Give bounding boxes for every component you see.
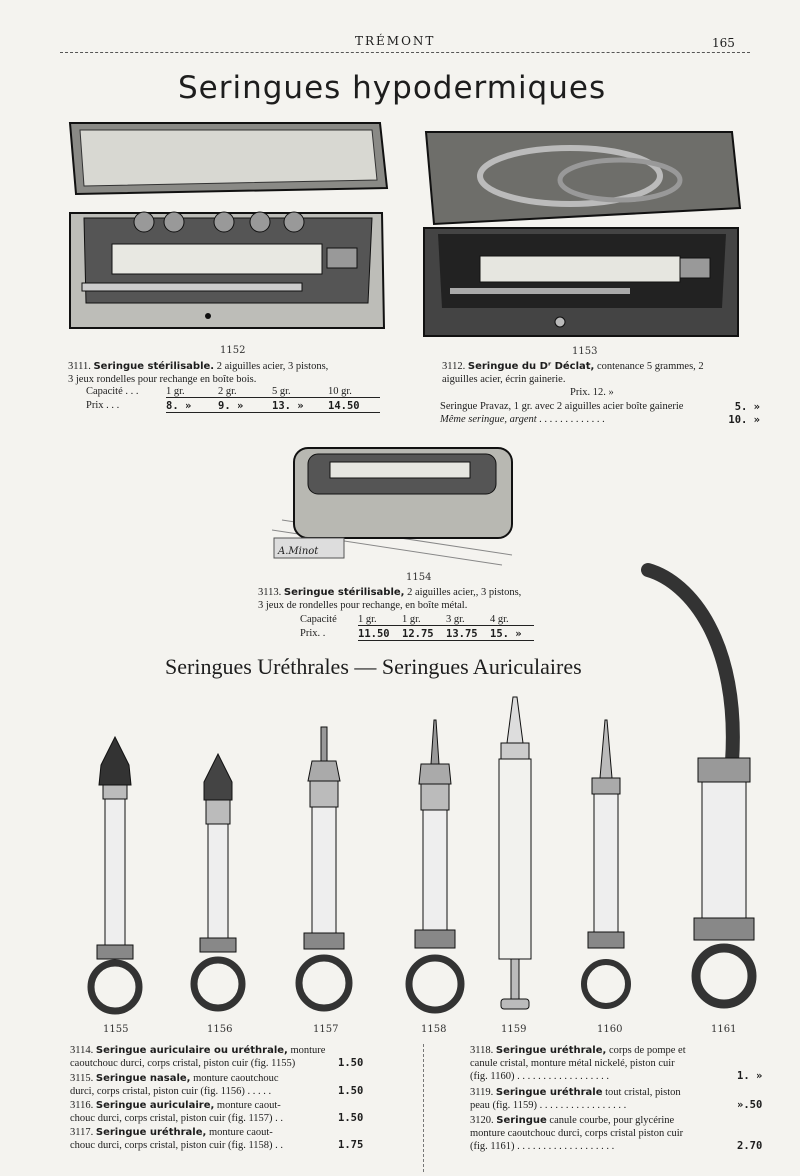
price-3114: 1.50	[338, 1057, 364, 1069]
left-item-3115: 3115. Seringue nasale, monture caoutchouc durci, corps cristal, piston cuir (fig. 1156) . . . . .	[70, 1073, 279, 1097]
syringe-case-wood-illustration	[62, 118, 392, 338]
price-3117: 1.75	[338, 1139, 364, 1151]
figure-number-1152: 1152	[220, 345, 246, 356]
left-item-3116: 3116. Seringue auriculaire, monture caout- chouc durci, corps cristal, piston cuir (fig. 1157) . .	[70, 1100, 284, 1124]
figure-number-1157: 1157	[313, 1024, 339, 1035]
item-3111-price-row: Prix . . . 8. » 9. » 13. » 14.50	[86, 400, 380, 413]
syringe-1155-illustration	[85, 735, 145, 1015]
left-item-3117: 3117. Seringue uréthrale, monture caout- chouc durci, corps cristal, piston cuir (fig. 1158) . .	[70, 1127, 284, 1151]
syringe-1156-illustration	[188, 752, 248, 1017]
figure-number-1154: 1154	[406, 572, 432, 583]
syringe-1160-illustration	[578, 718, 634, 1014]
syringe-1161-illustration	[640, 562, 770, 1017]
syringe-1159-illustration	[493, 695, 537, 1015]
item-3112-silver-line: Même seringue, argent . . . . . . . . . . . . . 10. »	[440, 414, 760, 426]
page-number: 165	[712, 36, 735, 50]
item-3113-description: 3113. Seringue stérilisable, 2 aiguilles acier,, 3 pistons, 3 jeux de rondelles pour rechange, en boîte métal.	[258, 587, 522, 611]
item-3111-capacity-row: Capacité . . . 1 gr. 2 gr. 5 gr. 10 gr.	[86, 386, 380, 398]
item-3112-price: Prix. 12. »	[570, 387, 614, 398]
price-3118: 1. »	[737, 1070, 763, 1082]
figure-number-1159: 1159	[501, 1024, 527, 1035]
syringe-1158-illustration	[403, 718, 467, 1018]
right-item-3120: 3120. Seringue canule courbe, pour glycérine monture caoutchouc durci, corps cristal piston cuir (fig. 1161) . . . . . . . . . . . . . . . . . . .	[470, 1115, 684, 1152]
figure-number-1153: 1153	[572, 346, 598, 357]
price-3116: 1.50	[338, 1112, 364, 1124]
item-3113-capacity-row: Capacité 1 gr. 1 gr. 3 gr. 4 gr.	[300, 614, 534, 626]
item-3112-description: 3112. Seringue du Dʳ Déclat, contenance 5 grammes, 2 aiguilles acier, écrin gainerie.	[442, 361, 704, 385]
price-3120: 2.70	[737, 1140, 763, 1152]
header-rule	[60, 52, 750, 53]
syringe-case-leather-illustration	[420, 128, 745, 343]
item-3111-description: 3111. Seringue stérilisable. 2 aiguilles acier, 3 pistons, 3 jeux rondelles pour rechange en boîte bois.	[68, 361, 329, 385]
syringe-1157-illustration	[292, 725, 356, 1017]
item-3112-pravaz-line: Seringue Pravaz, 1 gr. avec 2 aiguilles acier boîte gainerie 5. »	[440, 401, 760, 413]
price-3115: 1.50	[338, 1085, 364, 1097]
section-title: Seringues Uréthrales — Seringues Auriculaires	[165, 654, 582, 679]
right-item-3118: 3118. Seringue uréthrale, corps de pompe et canule cristal, monture métal nickelé, piston cuir (fig. 1160) . . . . . . . . . . . . . . . . . .	[470, 1045, 686, 1082]
item-3113-price-row: Prix. . 11.50 12.75 13.75 15. »	[300, 628, 534, 641]
price-3119: ».50	[737, 1099, 763, 1111]
figure-number-1155: 1155	[103, 1024, 129, 1035]
engraver-signature: A.Minot	[278, 546, 319, 557]
figure-number-1161: 1161	[711, 1024, 737, 1035]
figure-number-1160: 1160	[597, 1024, 623, 1035]
right-item-3119: 3119. Seringue uréthrale tout cristal, piston peau (fig. 1159) . . . . . . . . . . . . . . . . .	[470, 1087, 681, 1111]
figure-number-1158: 1158	[421, 1024, 447, 1035]
left-item-3114: 3114. Seringue auriculaire ou uréthrale, monture caoutchouc durci, corps cristal, piston cuir (fig. 1155)	[70, 1045, 326, 1069]
main-title: Seringues hypodermiques	[178, 70, 607, 106]
running-title: TRÉMONT	[355, 34, 436, 48]
column-divider	[423, 1044, 424, 1172]
figure-number-1156: 1156	[207, 1024, 233, 1035]
